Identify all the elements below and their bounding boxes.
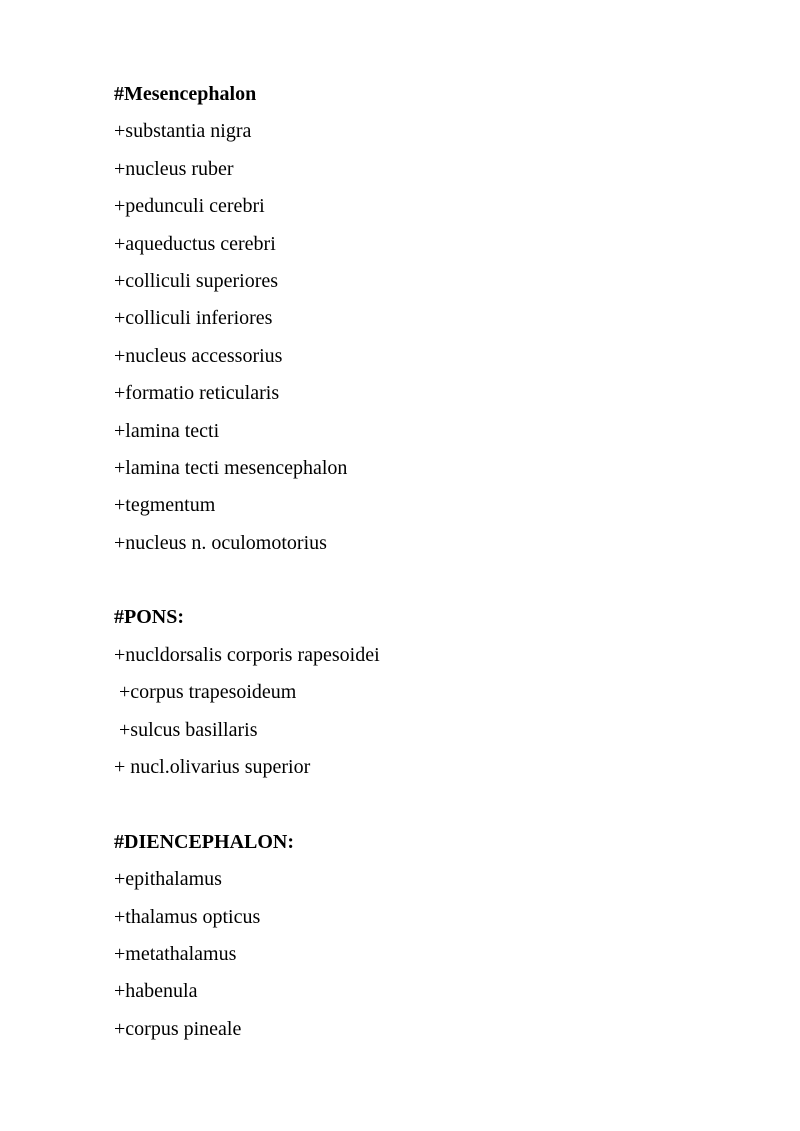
- list-item: +corpus trapesoideum: [114, 681, 297, 704]
- list-item: +aqueductus cerebri: [114, 232, 276, 255]
- list-item: +nucleus ruber: [114, 157, 234, 180]
- list-item: + nucl.olivarius superior: [114, 756, 311, 779]
- list-item: +thalamus opticus: [114, 905, 261, 928]
- list-item: +lamina tecti: [114, 419, 220, 442]
- list-item: +colliculi inferiores: [114, 307, 273, 330]
- list-item: +lamina tecti mesencephalon: [114, 456, 348, 479]
- list-item: +nucleus n. oculomotorius: [114, 531, 327, 554]
- document-body: [114, 76, 714, 1048]
- section-heading-mesencephalon: #Mesencephalon: [114, 83, 257, 105]
- list-item: +substantia nigra: [114, 120, 252, 143]
- list-item: +nucleus accessorius: [114, 344, 283, 367]
- list-item: +nucldorsalis corporis rapesoidei: [114, 643, 380, 666]
- list-item: +corpus pineale: [114, 1017, 242, 1040]
- section-spacer: [114, 786, 714, 823]
- list-item: +sulcus basillaris: [114, 718, 258, 741]
- list-item: +tegmentum: [114, 494, 216, 517]
- list-item: +formatio reticularis: [114, 382, 280, 405]
- list-item: +pedunculi cerebri: [114, 195, 265, 218]
- section-heading-diencephalon: #DIENCEPHALON:: [114, 830, 295, 853]
- section-heading-pons: #PONS:: [114, 606, 184, 629]
- list-item: +epithalamus: [114, 868, 222, 891]
- section-spacer: [114, 562, 714, 599]
- list-item: +colliculi superiores: [114, 269, 279, 292]
- list-item: +metathalamus: [114, 942, 237, 965]
- list-item: +habenula: [114, 980, 198, 1003]
